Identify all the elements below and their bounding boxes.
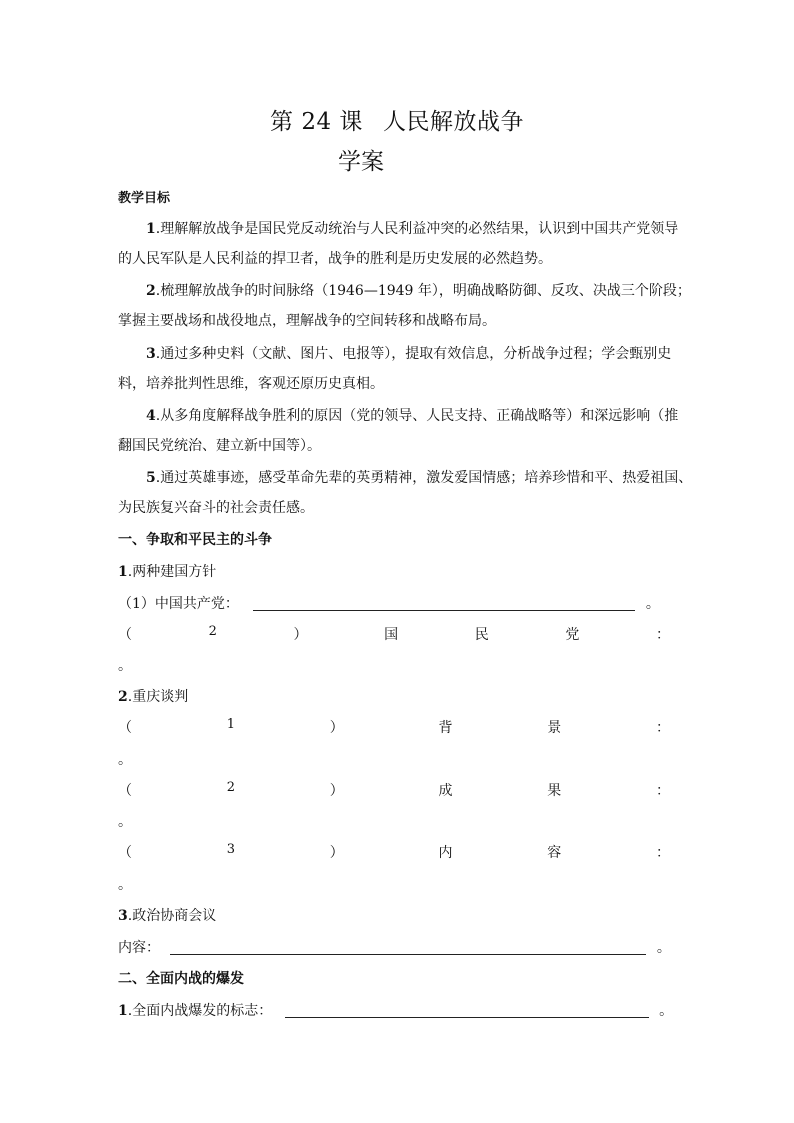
objectives-heading: 教学目标 — [118, 191, 171, 206]
objective-5-line-2: 为民族复兴奋斗的社会责任感。 — [118, 500, 314, 516]
chongqing-content-row: （ 3 ） 内 容 ： — [118, 842, 670, 861]
kmt-policy-row: （ 2 ） 国 民 党 ： — [118, 624, 670, 643]
chongqing-background-end: 。 — [118, 752, 132, 768]
objective-4-line-1: 4.从多角度解释战争胜利的原因（党的领导、人民支持、正确战略等）和深远影响（推 — [146, 408, 679, 424]
civil-war-sign-row: 1.全面内战爆发的标志： 。 — [118, 1003, 674, 1019]
objective-1-line-1: 1.理解解放战争是国民党反动统治与人民利益冲突的必然结果，认识到中国共产党领导 — [146, 221, 679, 237]
cpc-policy-blank[interactable] — [253, 596, 635, 611]
lesson-name: 人民解放战争 — [382, 109, 524, 135]
lesson-number: 第 24 课 — [270, 109, 363, 135]
chongqing-content-end: 。 — [118, 877, 132, 893]
pcc-content-label: 内容： — [118, 940, 160, 956]
section-2-heading: 二、全面内战的爆发 — [118, 971, 244, 987]
chongqing-result-end: 。 — [118, 814, 132, 830]
pcc-content-row: 内容： 。 — [118, 940, 671, 956]
objective-4-line-2: 翻国民党统治、建立新中国等）。 — [118, 438, 321, 454]
objective-3-line-1: 3.通过多种史料（文献、图片、电报等），提取有效信息，分析战争过程；学会甄别史 — [146, 346, 672, 362]
kmt-policy-end: 。 — [118, 658, 132, 674]
section-1-heading: 一、争取和平民主的斗争 — [118, 532, 272, 548]
objective-5-line-1: 5.通过英雄事迹，感受革命先辈的英勇精神，激发爱国情感；培养珍惜和平、热爱祖国、 — [146, 470, 693, 486]
question-1-3-label: 3.政治协商会议 — [118, 908, 217, 924]
objective-1-line-2: 的人民军队是人民利益的捍卫者，战争的胜利是历史发展的必然趋势。 — [118, 251, 552, 267]
civil-war-sign-label: .全面内战爆发的标志： — [127, 1003, 273, 1019]
question-1-2-label: 2.重庆谈判 — [118, 689, 189, 705]
objective-3-line-2: 料，培养批判性思维，客观还原历史真相。 — [118, 376, 384, 392]
chongqing-background-row: （ 1 ） 背 景 ： — [118, 717, 670, 736]
civil-war-sign-blank[interactable] — [285, 1003, 649, 1018]
objective-2-line-1: 2.梳理解放战争的时间脉络（1946—1949 年），明确战略防御、反攻、决战三个阶段； — [146, 283, 691, 299]
cpc-policy-row: （1）中国共产党： 。 — [118, 596, 660, 612]
pcc-content-blank[interactable] — [170, 940, 646, 955]
question-1-1-label: 1.两种建国方针 — [118, 564, 217, 580]
objective-2-line-2: 掌握主要战场和战役地点，理解战争的空间转移和战略布局。 — [118, 313, 496, 329]
chongqing-result-row: （ 2 ） 成 果 ： — [118, 780, 670, 799]
lesson-title — [0, 103, 794, 136]
worksheet-subtitle: 学案 — [338, 149, 384, 175]
cpc-policy-label: （1）中国共产党： — [118, 596, 239, 612]
